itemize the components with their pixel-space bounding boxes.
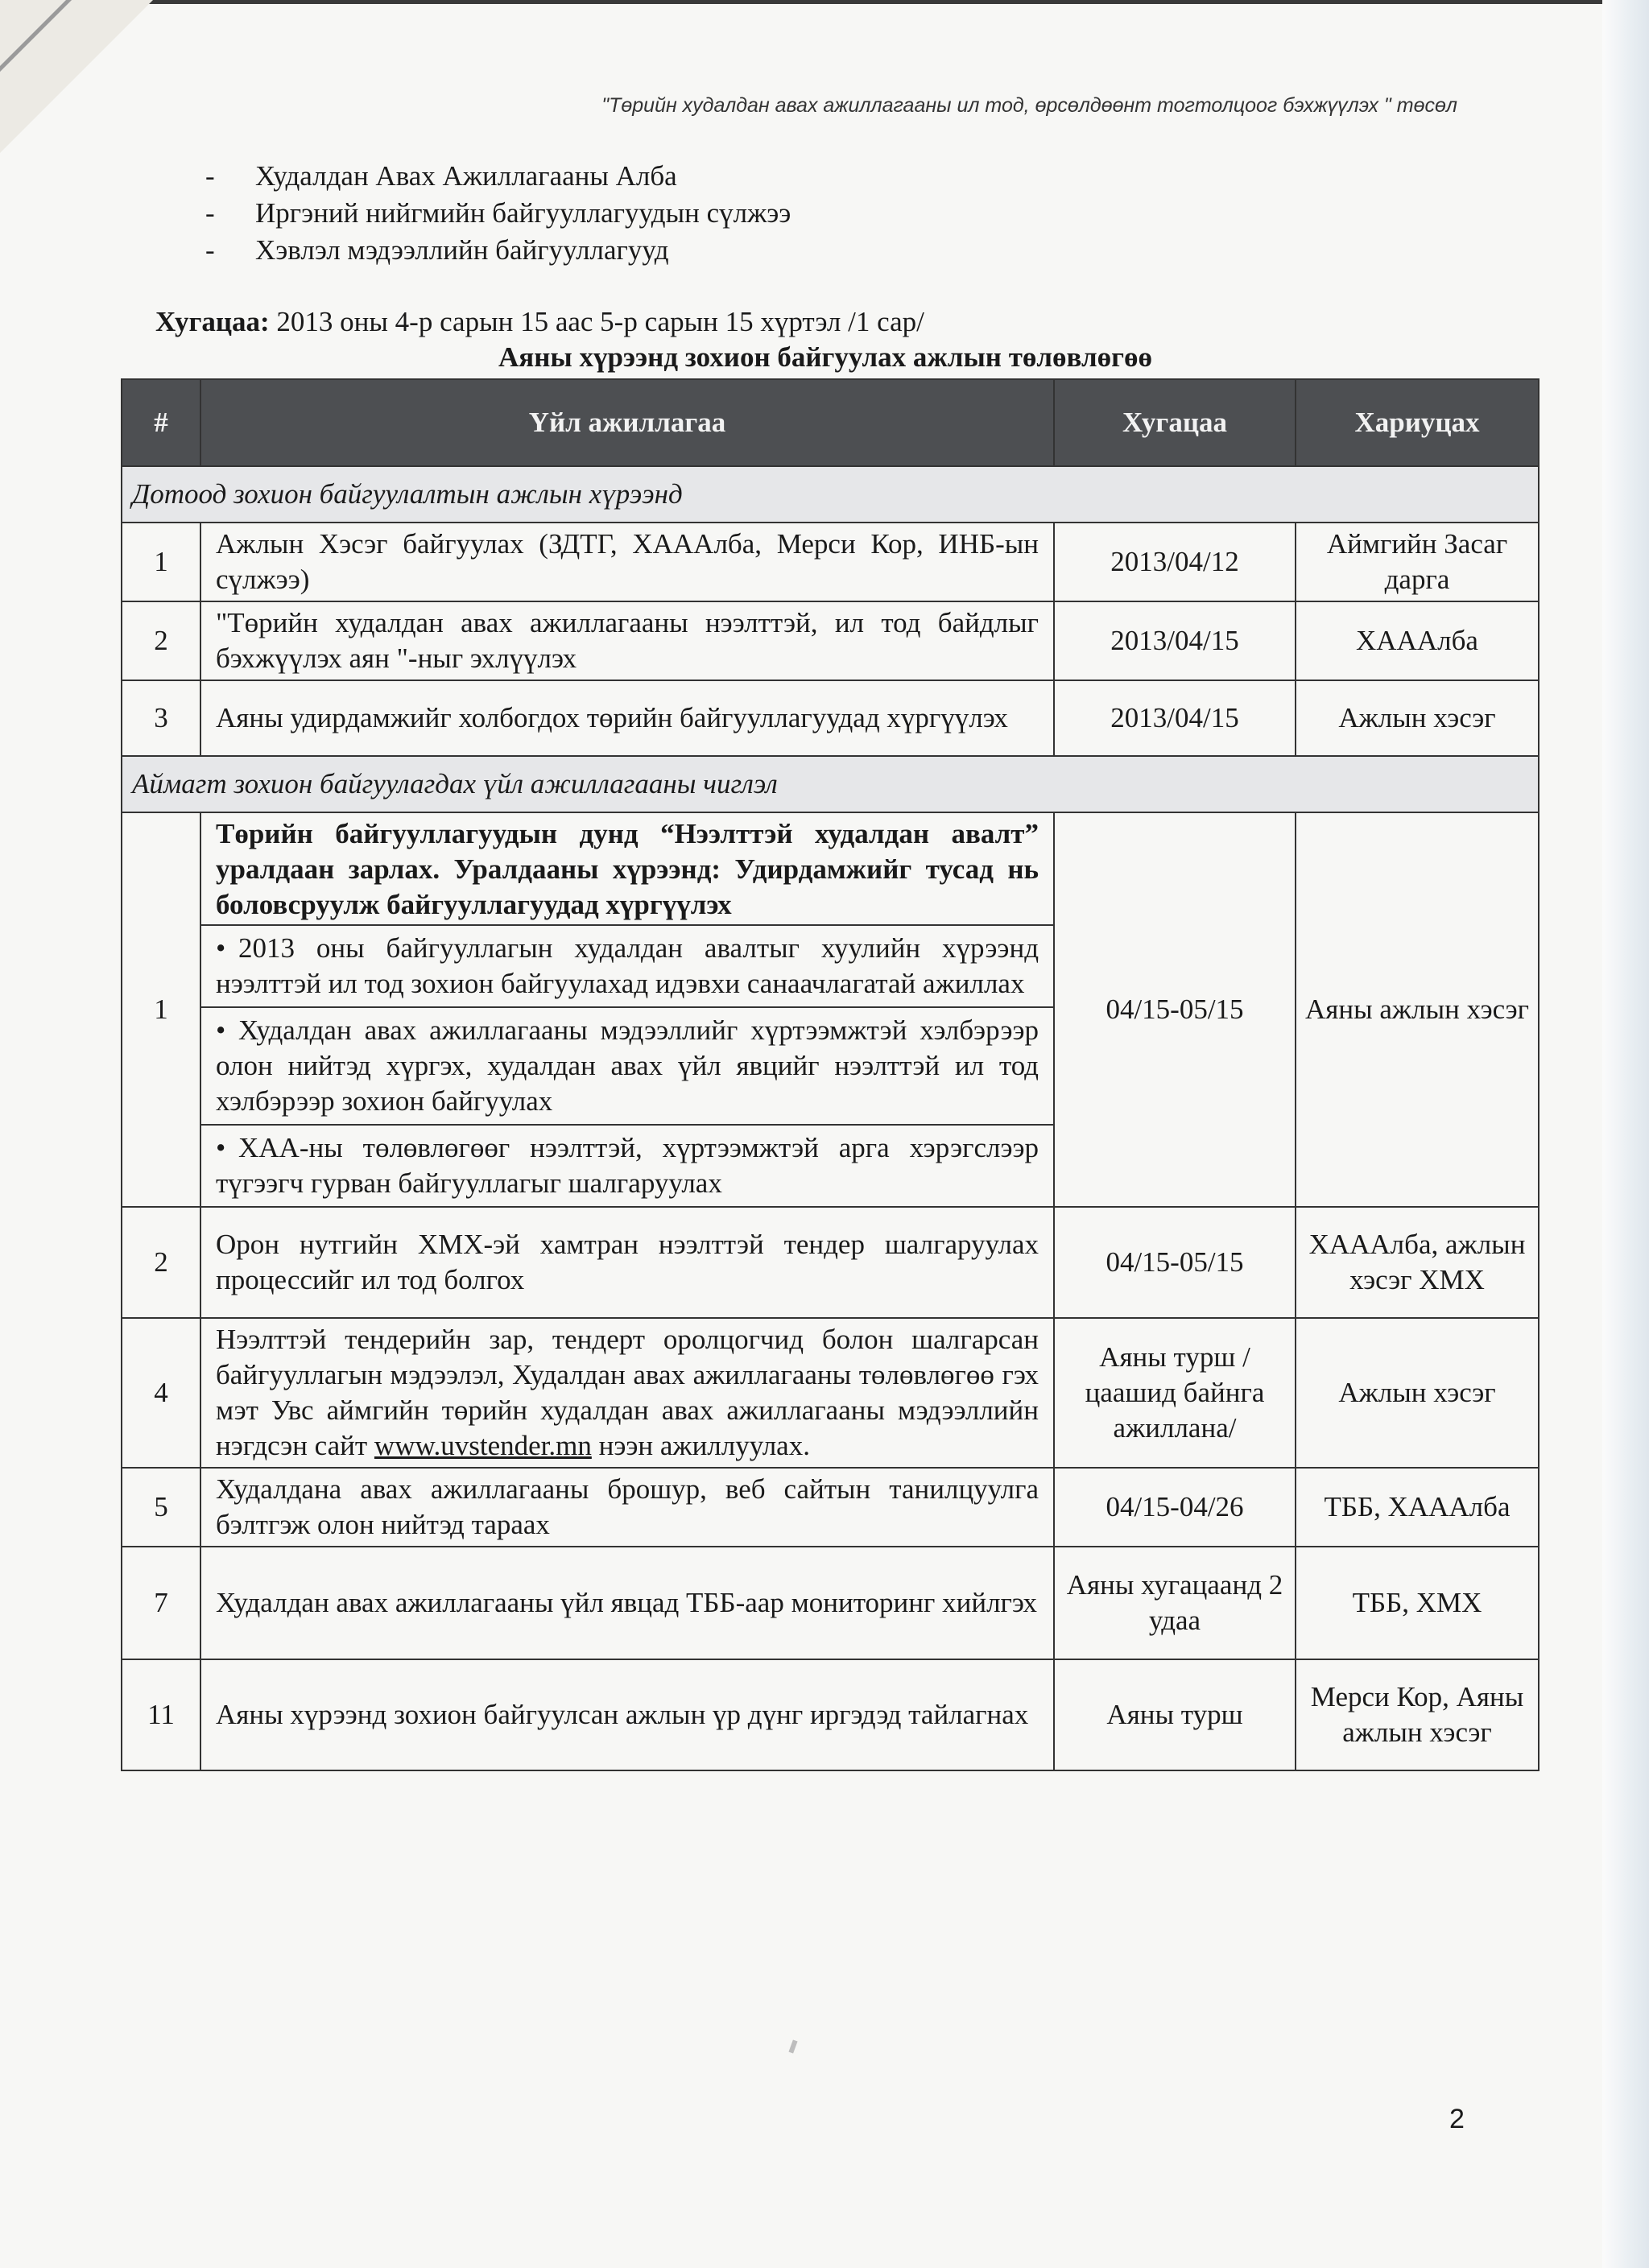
header-date: Хугацаа — [1054, 379, 1296, 466]
header-activity: Үйл ажиллагаа — [200, 379, 1054, 466]
table-row — [122, 680, 1539, 756]
group-item-text: ХАА-ны төлөвлөгөөг нээлттэй, хүртээмжтэй арга хэрэгслээр түгээгч гурван байгууллагыг шалгаруулах — [216, 1132, 1039, 1199]
section-row — [122, 466, 1539, 523]
section-row — [122, 756, 1539, 812]
row-date: Аяны турш /цаашид байнга ажиллана/ — [1054, 1318, 1296, 1468]
list-item-text: Хэвлэл мэдээллийн байгууллагууд — [255, 234, 669, 266]
header-responsible: Хариуцах — [1296, 379, 1539, 466]
list-marker: - — [205, 197, 215, 229]
activity-text: Нээлттэй тендерийн зар, тендерт оролцогчид болон шалгарсан байгууллагын мэдээлэл, Худалдан авах ажиллагааны төлөвлөгөө гэх мэт Увс аймгийн төрийн худалдан авах ажиллагааны мэдээллийн нэгдсэн сайт — [216, 1324, 1039, 1461]
scan-top-edge — [0, 0, 1602, 4]
table-row — [122, 1468, 1539, 1547]
row-date: 2013/04/15 — [1054, 680, 1296, 756]
row-activity: Аяны хүрээнд зохион байгуулсан ажлын үр дүнг иргэдэд тайлагнах — [200, 1659, 1054, 1770]
section-title: Аймагт зохион байгуулагдах үйл ажиллагааны чиглэл — [122, 756, 1539, 812]
row-date: 04/15-05/15 — [1054, 1207, 1296, 1318]
row-num: 1 — [122, 523, 200, 601]
row-date: 04/15-05/15 — [1054, 812, 1296, 1207]
row-responsible: Ажлын хэсэг — [1296, 1318, 1539, 1468]
list-item-text: Иргэний нийгмийн байгууллагуудын сүлжээ — [255, 197, 791, 229]
row-date: 2013/04/12 — [1054, 523, 1296, 601]
bullet-icon: • — [216, 932, 226, 964]
row-date: Аяны хугацаанд 2 удаа — [1054, 1547, 1296, 1659]
row-responsible: ХАААлба — [1296, 601, 1539, 680]
group-item — [201, 1124, 1053, 1206]
header-num: # — [122, 379, 200, 466]
row-responsible: ТББ, ХАААлба — [1296, 1468, 1539, 1547]
plan-title: Аяны хүрээнд зохион байгуулах ажлын төлөвлөгөө — [498, 341, 1152, 373]
row-activity: Аяны удирдамжийг холбогдох төрийн байгууллагуудад хүргүүлэх — [200, 680, 1054, 756]
list-item — [205, 158, 791, 195]
list-item — [205, 232, 791, 269]
group-item-text: 2013 оны байгууллагын худалдан авалтыг хуулийн хүрээнд нээлттэй ил тод зохион байгуулахад идэвхи санаачлагатай ажиллах — [216, 932, 1039, 999]
group-heading: Төрийн байгууллагуудын дунд “Нээлттэй худалдан авалт” уралдаан зарлах. Уралдааны хүрээнд: Удирдамжийг тусад нь боловсруулж байгууллагуудад хүргүүлэх — [216, 818, 1039, 920]
row-responsible: ХАААлба, ажлын хэсэг ХМХ — [1296, 1207, 1539, 1318]
row-responsible: ТББ, ХМХ — [1296, 1547, 1539, 1659]
scan-speck — [788, 2039, 797, 2053]
row-num: 4 — [122, 1318, 200, 1468]
folded-corner — [0, 0, 153, 153]
page-number: 2 — [1449, 2104, 1465, 2134]
row-num: 7 — [122, 1547, 200, 1659]
running-header: "Төрийн худалдан авах ажиллагааны ил тод, өрсөлдөөнт тогтолцоог бэхжүүлэх " төсөл — [601, 94, 1457, 117]
row-activity: Худалдан авах ажиллагааны үйл явцад ТББ-аар мониторинг хийлгэх — [200, 1547, 1054, 1659]
row-num: 11 — [122, 1659, 200, 1770]
work-plan-table — [121, 378, 1539, 1771]
activity-text-end: нээн ажиллуулах. — [591, 1430, 810, 1461]
row-activity-group — [200, 812, 1054, 1207]
row-responsible: Аяны ажлын хэсэг — [1296, 812, 1539, 1207]
group-item-text: Худалдан авах ажиллагааны мэдээллийг хүртээмжтэй хэлбэрээр олон нийтэд хүргэх, худалдан авах үйл явцийг нээлттэй ил тод хэлбэрээр зохион байгуулах — [216, 1014, 1039, 1117]
group-item — [201, 924, 1053, 1006]
group-item — [201, 1006, 1053, 1124]
table-header-row — [122, 379, 1539, 466]
list-marker: - — [205, 234, 215, 266]
list-item — [205, 195, 791, 232]
table-row — [122, 1547, 1539, 1659]
period-label: Хугацаа: — [155, 306, 270, 337]
row-activity: Худалдана авах ажиллагааны брошур, веб сайтын танилцуулга бэлтгэж олон нийтэд тараах — [200, 1468, 1054, 1547]
table-row — [122, 1207, 1539, 1318]
table-row — [122, 523, 1539, 601]
table-row — [122, 1318, 1539, 1468]
row-date: 2013/04/15 — [1054, 601, 1296, 680]
row-num: 3 — [122, 680, 200, 756]
row-responsible: Мерси Кор, Аяны ажлын хэсэг — [1296, 1659, 1539, 1770]
row-activity — [200, 1318, 1054, 1468]
row-num: 2 — [122, 601, 200, 680]
list-item-text: Худалдан Авах Ажиллагааны Алба — [255, 160, 677, 192]
bullet-icon: • — [216, 1132, 226, 1163]
period-line — [155, 306, 924, 338]
row-responsible: Ажлын хэсэг — [1296, 680, 1539, 756]
row-date: 04/15-04/26 — [1054, 1468, 1296, 1547]
participant-list — [205, 158, 791, 269]
period-value: 2013 оны 4-р сарын 15 аас 5-р сарын 15 хүртэл /1 сар/ — [276, 306, 924, 337]
scan-right-margin — [1602, 0, 1649, 2268]
row-num: 5 — [122, 1468, 200, 1547]
row-date: Аяны турш — [1054, 1659, 1296, 1770]
row-activity: Ажлын Хэсэг байгуулах (ЗДТГ, ХАААлба, Мерси Кор, ИНБ-ын сүлжээ) — [200, 523, 1054, 601]
row-activity: "Төрийн худалдан авах ажиллагааны нээлттэй, ил тод байдлыг бэхжүүлэх аян "-ныг эхлүүлэх — [200, 601, 1054, 680]
table-row — [122, 1659, 1539, 1770]
row-num: 2 — [122, 1207, 200, 1318]
site-link[interactable]: www.uvstender.mn — [374, 1430, 592, 1461]
table-row-group — [122, 812, 1539, 1207]
row-activity: Орон нутгийн ХМХ-эй хамтран нээлттэй тендер шалгаруулах процессийг ил тод болгох — [200, 1207, 1054, 1318]
row-num: 1 — [122, 812, 200, 1207]
section-title: Дотоод зохион байгуулалтын ажлын хүрээнд — [122, 466, 1539, 523]
row-responsible: Аймгийн Засаг дарга — [1296, 523, 1539, 601]
bullet-icon: • — [216, 1014, 226, 1046]
table-row — [122, 601, 1539, 680]
list-marker: - — [205, 160, 215, 192]
